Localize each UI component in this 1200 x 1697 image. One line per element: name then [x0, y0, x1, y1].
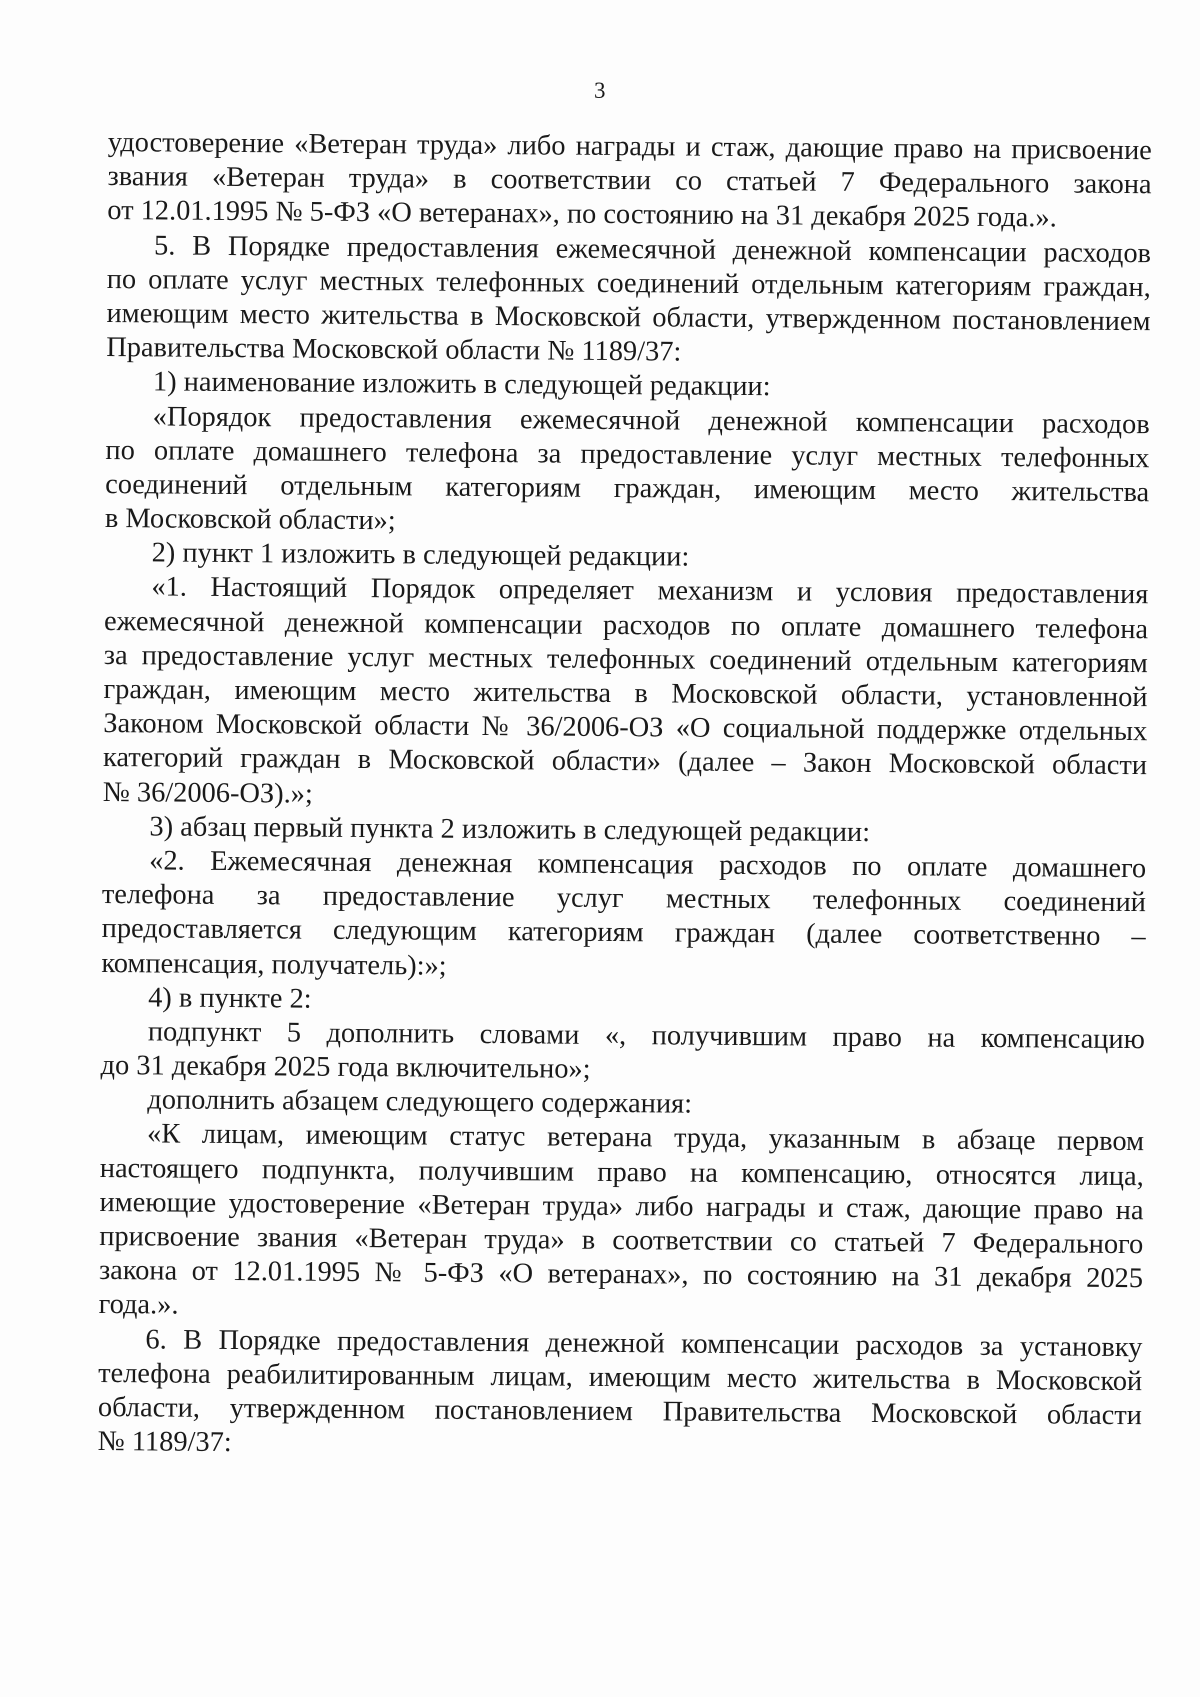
- text-line: дополнить абзацем следующего содержания:: [147, 1084, 693, 1120]
- text-line: до 31 декабря 2025 года включительно»;: [100, 1050, 591, 1085]
- document-body: [98, 126, 1152, 1467]
- text-line: присвоение звания «Ветеран труда» в соответствии со статьей 7 Федерального: [99, 1220, 1144, 1261]
- text-line: 5. В Порядке предоставления ежемесячной денежной компенсации расходов: [153, 229, 1152, 269]
- text-line: Законом Московской области № 36/2006-ОЗ «О социальной поддержке отдельных: [103, 708, 1148, 748]
- text-line: категорий граждан в Московской области» (далее – Закон Московской области: [102, 742, 1148, 782]
- text-line: имеющие удостоверение «Ветеран труда» либо награды и стаж, дающие право на: [99, 1186, 1144, 1226]
- text-line: № 1189/37:: [97, 1426, 232, 1459]
- text-line: года.».: [98, 1289, 179, 1321]
- text-line: по оплате домашнего телефона за предоставление услуг местных телефонных: [105, 434, 1150, 474]
- text-line: закона от 12.01.1995 № 5-ФЗ «О ветеранах», по состоянию на 31 декабря 2025: [98, 1255, 1144, 1295]
- text-line: 3) абзац первый пункта 2 изложить в следующей редакции:: [149, 811, 871, 848]
- text-line: 1) наименование изложить в следующей редакции:: [152, 366, 771, 403]
- text-line: компенсация, получатель):»;: [101, 947, 447, 982]
- text-line: 2) пункт 1 изложить в следующей редакции:: [151, 537, 690, 573]
- page-number: 3: [594, 78, 606, 103]
- text-line: в Московской области»;: [104, 503, 396, 537]
- text-line: «2. Ежемесячная денежная компенсация расходов по оплате домашнего: [149, 845, 1147, 885]
- text-line: телефона за предоставление услуг местных телефонных соединений: [101, 879, 1147, 919]
- text-line: подпункт 5 дополнить словами «, получившим право на компенсацию: [147, 1016, 1145, 1056]
- text-line: Правительства Московской области № 1189/37:: [106, 332, 682, 368]
- text-line: от 12.01.1995 № 5-ФЗ «О ветеранах», по состоянию на 31 декабря 2025 года.».: [107, 195, 1057, 234]
- text-line: имеющим место жительства в Московской области, утвержденном постановлением: [106, 297, 1151, 338]
- text-line: № 36/2006-ОЗ).»;: [102, 776, 313, 810]
- text-line: соединений отдельным категориям граждан, имеющим место жительства: [105, 468, 1150, 509]
- text-line: предоставляется следующим категориям граждан (далее соответственно –: [101, 913, 1146, 953]
- text-line: «К лицам, имеющим статус ветерана труда, указанным в абзаце первом: [146, 1118, 1145, 1158]
- text-line: «1. Настоящий Порядок определяет механизм и условия предоставления: [151, 571, 1149, 611]
- text-line: телефона реабилитированным лицам, имеющим место жительства в Московской: [98, 1357, 1143, 1397]
- text-line: удостоверение «Ветеран труда» либо награды и стаж, дающие право на присвоение: [107, 126, 1152, 167]
- text-line: звания «Ветеран труда» в соответствии со статьей 7 Федерального закона: [107, 161, 1152, 201]
- text-line: ежемесячной денежной компенсации расходов по оплате домашнего телефона: [103, 605, 1149, 645]
- text-line: настоящего подпункта, получившим право на компенсацию, относятся лица,: [99, 1152, 1144, 1192]
- text-line: за предоставление услуг местных телефонных соединений отдельным категориям: [103, 639, 1148, 679]
- text-line: области, утвержденном постановлением Правительства Московской области: [97, 1391, 1143, 1432]
- text-line: 6. В Порядке предоставления денежной компенсации расходов за установку: [145, 1323, 1143, 1363]
- text-line: по оплате услуг местных телефонных соединений отдельным категориям граждан,: [106, 263, 1151, 303]
- text-line: граждан, имеющим место жительства в Московской области, установленной: [103, 673, 1148, 714]
- text-line: 4) в пункте 2:: [148, 982, 312, 1015]
- text-line: «Порядок предоставления ежемесячной денежной компенсации расходов: [152, 400, 1150, 440]
